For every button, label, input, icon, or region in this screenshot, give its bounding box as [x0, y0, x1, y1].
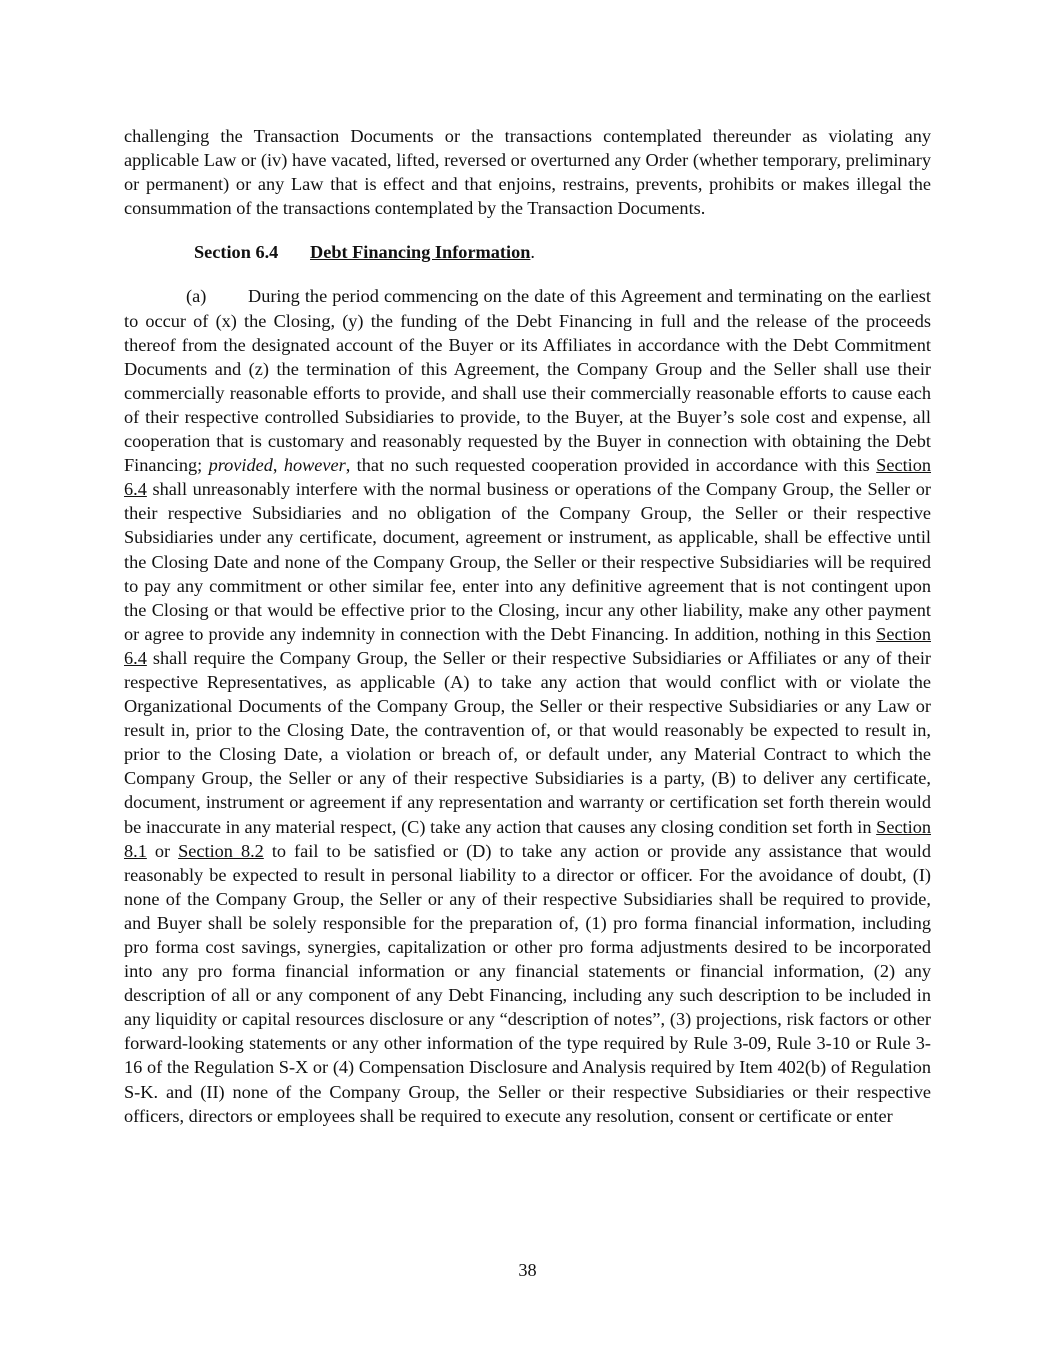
section-heading [124, 240, 931, 264]
document-page [124, 124, 931, 1128]
paragraph-a [124, 284, 931, 1127]
paragraph-a-text-2: , that no such requested cooperation provided in accordance with this [345, 455, 877, 476]
section-number: Section 6.4 [194, 242, 279, 263]
paragraph-a-text-6: to fail to be satisfied or (D) to take any action or provide any assistance that would reasonably be expected to result in personal liability to a director or officer. For the avoidance of doubt, (I) none of the Company Group, the Seller or any of their respective Subsidiaries shall be required to provide, and Buyer shall be solely responsible for the preparation of, (1) pro forma financial information, including pro forma cost savings, synergies, capitalization or other pro forma adjustments desired to be incorporated into any pro forma financial information or any financial statements or financial information, (2) any description of all or any component of any Debt Financing, including any such description to be included in any liquidity or capital resources disclosure or any “description of notes”, (3) projections, risk factors or other forward-looking statements or any other information of the type required by Rule 3-09, Rule 3-10 or Rule 3-16 of the Regulation S-X or (4) Compensation Disclosure and Analysis required by Item 402(b) of Regulation S-K. and (II) none of the Company Group, the Seller or their respective Subsidiaries or their respective officers, directors or employees shall be required to execute any resolution, consent or certificate or enter [124, 840, 931, 1126]
section-title-period: . [530, 242, 535, 263]
section-8-2-reference: Section 8.2 [178, 840, 264, 861]
paragraph-a-text-1: During the period commencing on the date of this Agreement and terminating on the earliest to occur of (x) the Closing, (y) the funding of the Debt Financing in full and the release of the proceeds thereof from the designated account of the Buyer or its Affiliates in accordance with the Debt Commitment Documents and (z) the termination of this Agreement, the Company Group and the Seller shall use their commercially reasonable efforts to provide, and shall use their commercially reasonable efforts to cause each of their respective controlled Subsidiaries to provide, to the Buyer, at the Buyer’s sole cost and expense, all cooperation that is customary and reasonably requested by the Buyer in connection with obtaining the Debt Financing; [124, 286, 931, 476]
section-6-4-reference-2: Section 6.4 [124, 623, 931, 668]
continued-paragraph: challenging the Transaction Documents or the transactions contemplated thereunder as violating any applicable Law or (iv) have vacated, lifted, reversed or overturned any Order (whether temporary, preliminary or permanent) or any Law that is effect and that enjoins, restrains, prevents, prohibits or makes illegal the consummation of the transactions contemplated by the Transaction Documents. [124, 126, 931, 219]
section-6-4-reference-1: Section 6.4 [124, 455, 932, 500]
section-title: Debt Financing Information [310, 242, 531, 263]
page-number: 38 [518, 1260, 537, 1280]
paragraph-a-text-4: shall require the Company Group, the Seller or their respective Subsidiaries or Affiliates or any of their respective Representatives, as applicable (A) to take any action that would conflict with or violate the Organizational Documents of the Company Group, the Seller or their respective Subsidiaries or any Law or result in, prior to the Closing Date, the contravention of, or that would reasonably be expected to result in, prior to the Closing Date, a violation or breach of, or default under, any Material Contract to which the Company Group, the Seller or any of their respective Subsidiaries is a party, (B) to deliver any certificate, document, instrument or agreement if any representation and warranty or certification set forth therein would be inaccurate in any material respect, (C) take any action that causes any closing condition set forth in [124, 647, 931, 837]
paragraph-a-text-3: shall unreasonably interfere with the normal business or operations of the Company Group, the Seller or their respective Subsidiaries and no obligation of the Company Group, the Seller or their respective Subsidiaries under any certificate, document, agreement or instrument, as applicable, shall be effective until the Closing Date and none of the Company Group, the Seller or their respective Subsidiaries will be required to pay any commitment or other similar fee, enter into any definitive agreement that is not contingent upon the Closing or that would be effective prior to the Closing, incur any other liability, make any other payment or agree to provide any indemnity in connection with the Debt Financing. In addition, nothing in this [124, 479, 931, 644]
however-italic: however [283, 455, 346, 476]
paragraph-a-text-5: or [146, 840, 179, 861]
provided-italic: provided [208, 455, 273, 476]
section-8-1-reference: Section 8.1 [124, 816, 931, 861]
paragraph-a-label: (a) [186, 286, 207, 307]
comma-text: , [272, 455, 284, 476]
